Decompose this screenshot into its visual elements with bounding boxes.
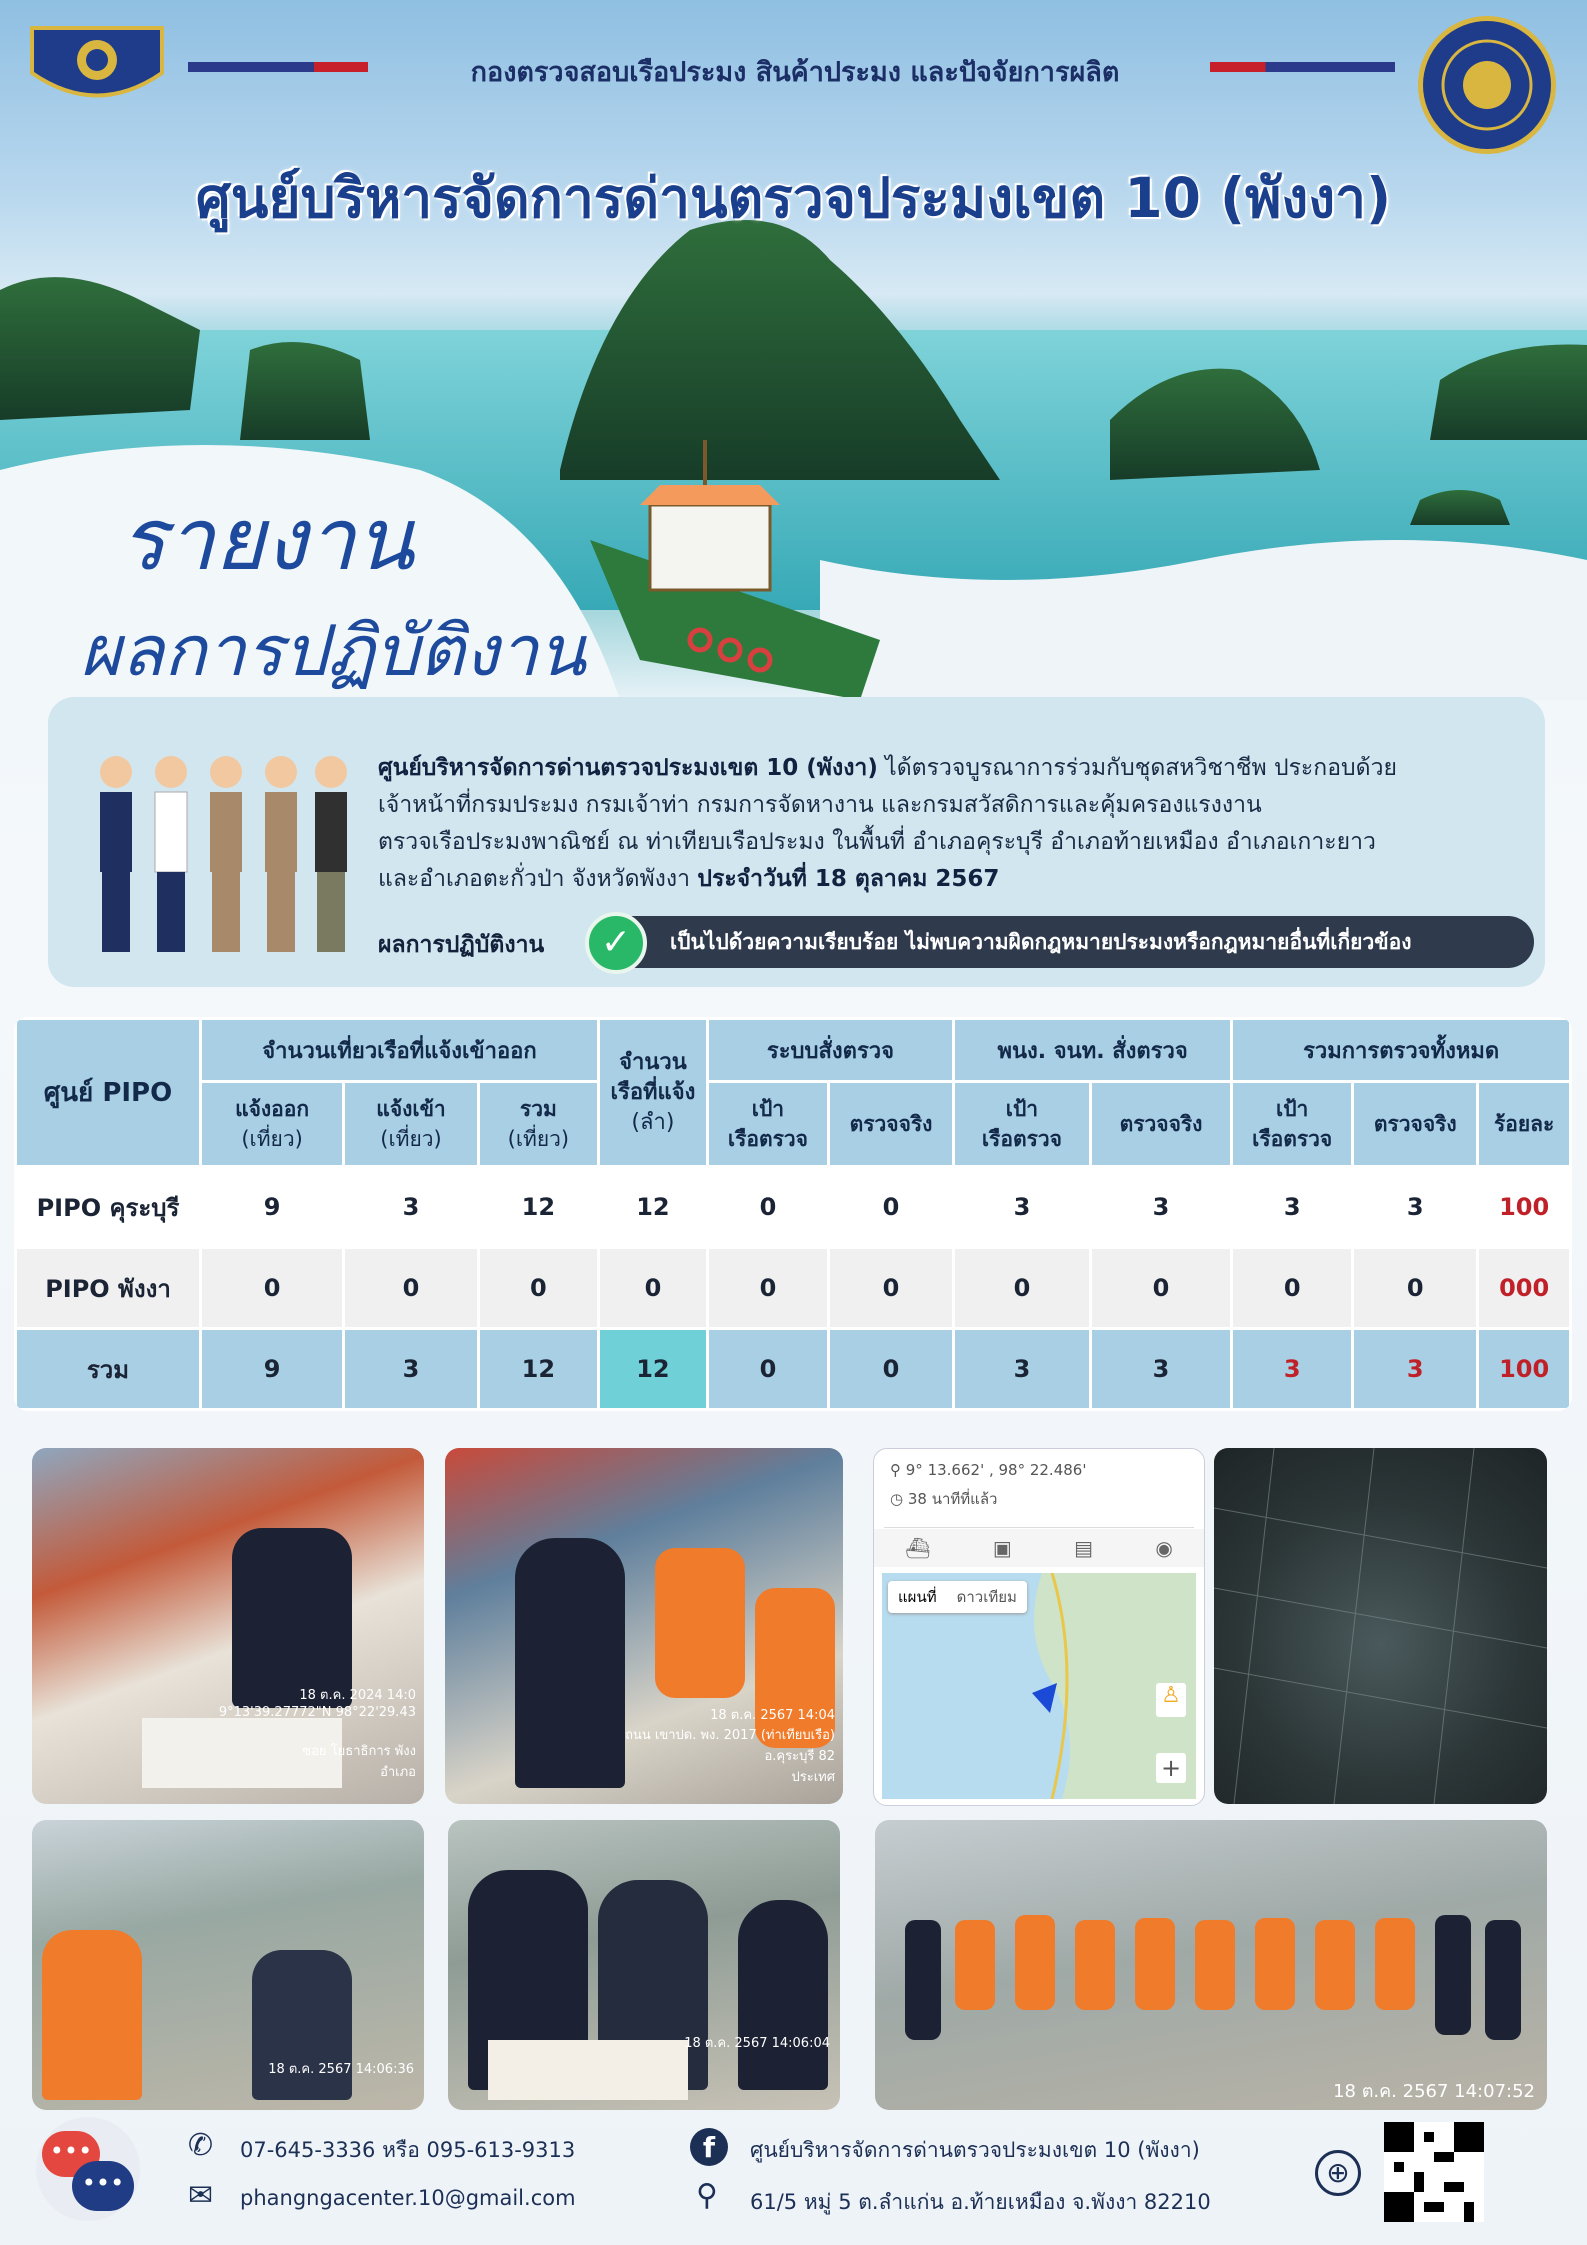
life-vest — [655, 1548, 745, 1698]
row-name: PIPO คุระบุรี — [17, 1168, 199, 1246]
mail-icon: ✉ — [188, 2178, 214, 2213]
result-label: ผลการปฏิบัติงาน — [378, 932, 545, 958]
summary-center-name: ศูนย์บริหารจัดการด่านตรวจประมงเขต 10 (พังงา) — [378, 755, 878, 781]
cell: 9 — [202, 1330, 342, 1408]
col-center: ศูนย์ PIPO — [17, 1020, 199, 1165]
col-total-target — [1233, 1083, 1351, 1165]
photo-inspection-1 — [32, 1448, 424, 1804]
cell: 3 — [955, 1330, 1089, 1408]
chat-logo — [36, 2117, 140, 2221]
summary-line-3: ตรวจเรือประมงพาณิชย์ ณ ท่าเทียบเรือประมง ในพื้นที่ อำเภอคุระบุรี อำเภอท้ายเหมือง อำเภอเกาะยาว — [378, 829, 1376, 855]
col-out-unit: (เที่ยว) — [241, 1127, 303, 1151]
col-system-target-1: เป้า — [751, 1097, 785, 1121]
col-percent: ร้อยละ — [1479, 1083, 1569, 1165]
cell: 12 — [480, 1330, 597, 1408]
center-title: ศูนย์บริหารจัดการด่านตรวจประมงเขต 10 (พังงา) — [195, 166, 1392, 230]
cell: 0 — [709, 1168, 827, 1246]
col-boats — [600, 1020, 706, 1165]
officer-figure — [515, 1538, 625, 1788]
cell: 12 — [600, 1168, 706, 1246]
col-officer: พนง. จนท. สั่งตรวจ — [955, 1020, 1230, 1080]
crew-lineup — [875, 1820, 1547, 2110]
col-in — [345, 1083, 477, 1165]
col-total: รวมการตรวจทั้งหมด — [1233, 1020, 1569, 1080]
cell-percent: 100 — [1479, 1168, 1569, 1246]
map-coords-text: 9° 13.662' , 98° 22.486' — [905, 1461, 1087, 1479]
check-icon: ✓ — [585, 912, 647, 974]
life-vest — [42, 1930, 142, 2100]
col-total-target-2: เรือตรวจ — [1252, 1127, 1333, 1151]
map-time-text: 38 นาทีที่แล้ว — [907, 1490, 998, 1508]
cell: 0 — [345, 1249, 477, 1327]
cell: 12 — [480, 1168, 597, 1246]
photo-inspection-3 — [32, 1820, 424, 2110]
cell: 0 — [830, 1168, 952, 1246]
map-tabs — [874, 1529, 1204, 1567]
cell: 0 — [1092, 1249, 1230, 1327]
summary-date: ประจำวันที่ 18 ตุลาคม 2567 — [697, 866, 1000, 892]
map-time — [884, 1483, 1194, 1515]
officer-figure — [232, 1528, 352, 1708]
col-trips: จำนวนเที่ยวเรือที่แจ้งเข้าออก — [202, 1020, 597, 1080]
col-system-target-2: เรือตรวจ — [727, 1127, 808, 1151]
report-subtitle: ผลการปฏิบัติงาน — [80, 610, 586, 692]
photo-1-timestamp: 18 ต.ค. 2024 14:0 9°13'39.27772"N 98°22'29.43 — [218, 1688, 416, 1720]
org-line: กองตรวจสอบเรือประมง สินค้าประมง และปัจจัยการผลิต — [470, 57, 1120, 88]
cell: 3 — [1092, 1168, 1230, 1246]
department-of-fisheries-seal — [1418, 16, 1556, 154]
footer-email[interactable]: phangngacenter.10@gmail.com — [240, 2186, 576, 2210]
chat-bubble-icon: ••• — [42, 2131, 100, 2177]
col-out — [202, 1083, 342, 1165]
map-tab-icon[interactable]: ▤ — [1074, 1536, 1094, 1560]
result-text: เป็นไปด้วยความเรียบร้อย ไม่พบความผิดกฎหมายประมงหรือกฎหมายอื่นที่เกี่ยวข้อง — [600, 916, 1534, 968]
cell: 0 — [955, 1249, 1089, 1327]
footer-address: 61/5 หมู่ 5 ต.ลำแก่น อ.ท้ายเหมือง จ.พังงา 82210 — [750, 2190, 1211, 2214]
col-sum — [480, 1083, 597, 1165]
col-system-target — [709, 1083, 827, 1165]
row-name: รวม — [17, 1330, 199, 1408]
facebook-icon[interactable]: f — [690, 2128, 728, 2166]
documents — [488, 2040, 688, 2100]
cell: 12 — [600, 1330, 706, 1408]
pegman-icon[interactable]: ♙ — [1156, 1683, 1186, 1717]
table-row-total — [17, 1330, 1569, 1408]
id-tab-icon[interactable]: ▣ — [992, 1536, 1012, 1560]
photo-2-timestamp: 18 ต.ค. 2567 14:04 — [710, 1708, 835, 1723]
cell: 0 — [480, 1249, 597, 1327]
cell: 0 — [1354, 1249, 1476, 1327]
cell: 3 — [1354, 1168, 1476, 1246]
col-officer-actual: ตรวจจริง — [1092, 1083, 1230, 1165]
col-in-unit: (เที่ยว) — [380, 1127, 442, 1151]
cell: 9 — [202, 1168, 342, 1246]
footer-phone[interactable]: 07-645-3336 หรือ 095-613-9313 — [240, 2138, 576, 2162]
inspection-table — [14, 1017, 1572, 1411]
cell: 3 — [345, 1330, 477, 1408]
map-coordinates — [884, 1457, 1194, 1483]
photo-fishing-net — [1214, 1448, 1547, 1804]
cell: 3 — [955, 1168, 1089, 1246]
cell: 3 — [1233, 1330, 1351, 1408]
summary-text — [378, 750, 1528, 898]
photo-4-timestamp: 18 ต.ค. 2567 14:06:04 — [684, 2036, 830, 2051]
photo-3-timestamp: 18 ต.ค. 2567 14:06:36 — [268, 2062, 414, 2077]
col-boats-unit: (ลำ) — [631, 1109, 675, 1135]
summary-line-1: ได้ตรวจบูรณาการร่วมกับชุดสหวิชาชีพ ประกอบด้วย — [877, 755, 1397, 781]
summary-line-4: และอำเภอตะกั่วป่า จังหวัดพังงา — [378, 866, 698, 892]
photo-inspection-2 — [445, 1448, 843, 1804]
header-bar-right — [1210, 62, 1395, 72]
header-bar-left — [188, 62, 368, 72]
cell: 0 — [709, 1249, 827, 1327]
fishery-inspection-logo — [22, 18, 172, 110]
map-type-toggle — [888, 1581, 1027, 1613]
col-sum-unit: (เที่ยว) — [507, 1127, 570, 1151]
officer-figure — [738, 1900, 828, 2090]
net-texture — [1214, 1448, 1547, 1804]
globe-icon[interactable]: ⊕ — [1315, 2150, 1361, 2196]
qr-pattern — [1384, 2122, 1484, 2222]
row-name: PIPO พังงา — [17, 1249, 199, 1327]
col-officer-target-2: เรือตรวจ — [981, 1127, 1062, 1151]
clock-icon: ◷ — [890, 1490, 908, 1508]
cell: 3 — [1092, 1330, 1230, 1408]
photo-group — [875, 1820, 1547, 2110]
cell: 0 — [202, 1249, 342, 1327]
chat-bubble-icon: ••• — [72, 2161, 134, 2211]
photo-1-location: ซอย โยธาธิการ พังง อำเภอ — [302, 1744, 416, 1780]
camera-tab-icon[interactable]: ◉ — [1155, 1536, 1173, 1560]
col-sum-label: รวม — [519, 1097, 557, 1121]
col-system: ระบบสั่งตรวจ — [709, 1020, 952, 1080]
pin-icon: ⚲ — [890, 1461, 906, 1479]
zoom-in-button[interactable]: + — [1156, 1753, 1186, 1783]
photo-5-timestamp: 18 ต.ค. 2567 14:07:52 — [1333, 2081, 1535, 2102]
cell: 0 — [709, 1330, 827, 1408]
qr-code — [1384, 2122, 1484, 2222]
map-info-card — [884, 1457, 1194, 1528]
phone-icon: ✆ — [188, 2128, 214, 2163]
col-out-label: แจ้งออก — [235, 1097, 310, 1121]
location-icon: ⚲ — [696, 2178, 718, 2213]
col-officer-target-1: เป้า — [1005, 1097, 1039, 1121]
map-view[interactable] — [882, 1573, 1196, 1799]
cell-percent: 000 — [1479, 1249, 1569, 1327]
map-screenshot — [873, 1448, 1205, 1806]
cell: 0 — [600, 1249, 706, 1327]
cell: 3 — [345, 1168, 477, 1246]
col-boats-label: จำนวน เรือที่แจ้ง — [610, 1049, 696, 1105]
officers-illustration — [88, 750, 358, 960]
col-total-target-1: เป้า — [1276, 1097, 1309, 1121]
summary-line-2: เจ้าหน้าที่กรมประมง กรมเจ้าท่า กรมการจัดหางาน และกรมสวัสดิการและคุ้มครองแรงงาน — [378, 792, 1262, 818]
map-type-satellite[interactable]: ดาวเทียม — [956, 1588, 1017, 1606]
col-officer-target — [955, 1083, 1089, 1165]
footer-facebook[interactable]: ศูนย์บริหารจัดการด่านตรวจประมงเขต 10 (พังงา) — [750, 2138, 1200, 2162]
photo-inspection-4 — [448, 1820, 840, 2110]
col-in-label: แจ้งเข้า — [376, 1097, 446, 1121]
col-system-actual: ตรวจจริง — [830, 1083, 952, 1165]
boat-tab-icon[interactable]: ⛴ — [905, 1536, 931, 1560]
table-row — [17, 1249, 1569, 1327]
table-row — [17, 1168, 1569, 1246]
col-total-actual: ตรวจจริง — [1354, 1083, 1476, 1165]
cell: 3 — [1233, 1168, 1351, 1246]
cell-percent: 100 — [1479, 1330, 1569, 1408]
cell: 3 — [1354, 1330, 1476, 1408]
photo-2-location: ถนน เขาปด. พง. 2017 (ท่าเทียบเรือ) อ.คุระบุรี 82 ประเทศ — [625, 1728, 835, 1785]
cell: 0 — [1233, 1249, 1351, 1327]
report-title: รายงาน — [120, 490, 414, 590]
cell: 0 — [830, 1330, 952, 1408]
cell: 0 — [830, 1249, 952, 1327]
map-type-map[interactable]: แผนที่ — [898, 1588, 937, 1606]
